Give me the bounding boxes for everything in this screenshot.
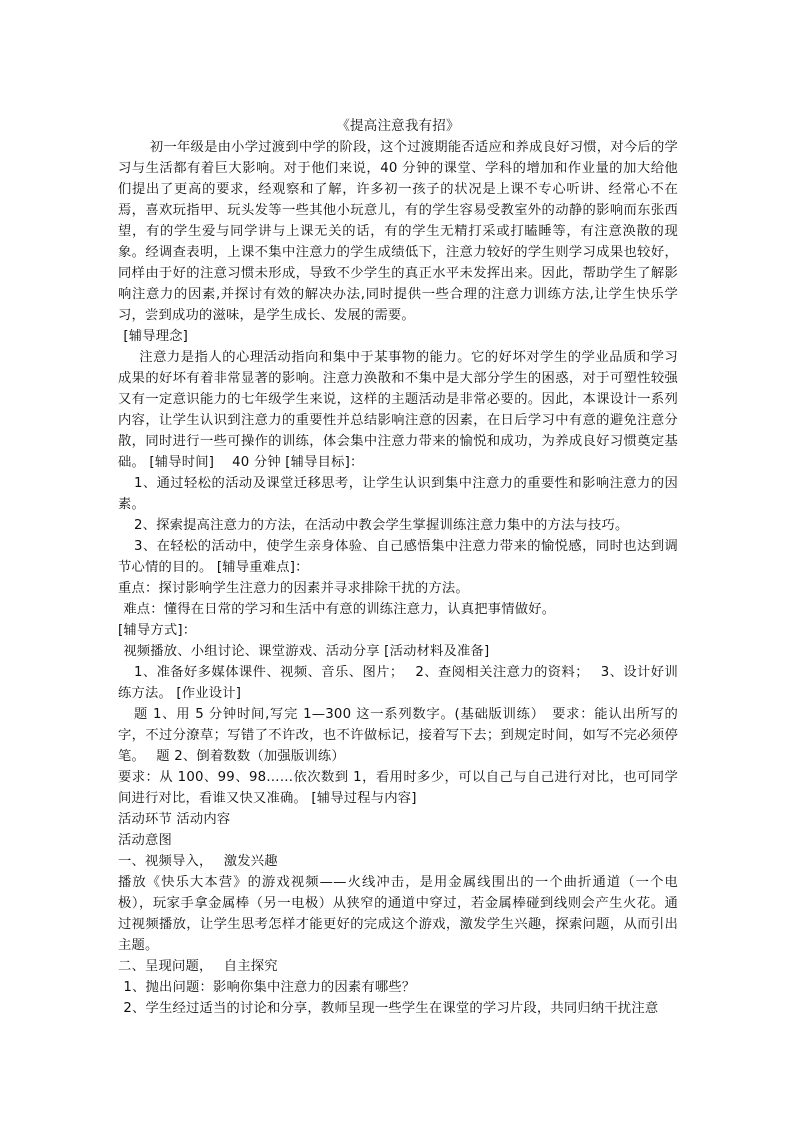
document-title: 《提高注意我有招》 xyxy=(336,118,460,134)
section-2-heading: 二、呈现问题， 自主探究 xyxy=(118,959,278,974)
section-1-paragraph: 播放《快乐大本营》的游戏视频——火线冲击，是用金属线围出的一个曲折通道（一个电极），玩家手拿金属棒（另一电极）从狭窄的通道中穿过，若金属棒碰到线则会产生火花。通过视频播放，让学生思考怎样才能更好的完成这个游戏，激发学生兴趣，探索问题，从而引出主题。 xyxy=(118,875,678,953)
goal-item-2: 2、探索提高注意力的方法，在活动中教会学生掌握训练注意力集中的方法与技巧。 xyxy=(133,518,629,533)
section-1-heading: 一、视频导入， 激发兴趣 xyxy=(118,854,278,869)
column-header-2: 活动意图 xyxy=(118,833,172,848)
key-point: 重点：探讨影响学生注意力的因素并寻求排除干扰的方法。 xyxy=(118,581,469,596)
difficulty-point: 难点：懂得在日常的学习和生活中有意的训练注意力，认真把事情做好。 xyxy=(123,602,556,617)
materials-text: 1、准备好多媒体课件、视频、音乐、图片； 2、查阅相关注意力的资料； 3、设计好训练方法。 [作业设计] xyxy=(118,665,678,701)
document-page xyxy=(118,116,678,1019)
goal-item-3: 3、在轻松的活动中，使学生亲身体验、自己感悟集中注意力带来的愉悦感，同时也达到调节心情的目的。 [辅导重难点]： xyxy=(118,539,678,575)
homework-1: 题 1、用 5 分钟时间,写完 1—300 这一系列数字。(基础版训练） 要求：能认出所写的字，不过分潦草；写错了不许改，也不许做标记，接着写下去；到规定时间，如写不完必须停笔。 题 2、倒着数数（加强版训练） xyxy=(118,707,678,764)
heading-method: [辅导方式]： xyxy=(118,623,197,638)
intro-paragraph: 初一年级是由小学过渡到中学的阶段，这个过渡期能否适应和养成良好习惯，对今后的学习与生活都有着巨大影响。对于他们来说，40 分钟的课堂、学科的增加和作业量的加大给他们提出了更高的要求，经观察和了解，许多初一孩子的状况是上课不专心听讲、经常心不在焉，喜欢玩指甲、玩头发等一些其他小玩意儿，有的学生容易受教室外的动静的影响而东张西望，有的学生爱与同学讲与上课无关的话，有的学生无精打采或打瞌睡等，有注意涣散的现象。经调查表明，上课不集中注意力的学生成绩低下，注意力较好的学生则学习成果也较好，同样由于好的注意习惯未形成，导致不少学生的真正水平未发挥出来。因此，帮助学生了解影响注意力的因素,并探讨有效的解决办法,同时提供一些合理的注意力训练方法,让学生快乐学习，尝到成功的滋味，是学生成长、发展的需要。 xyxy=(118,140,678,323)
goal-item-1: 1、通过轻松的活动及课堂迁移思考，让学生认识到集中注意力的重要性和影响注意力的因素。 xyxy=(118,476,678,512)
method-text: 视频播放、小组讨论、课堂游戏、活动分享 [活动材料及准备] xyxy=(123,644,490,659)
homework-2: 要求：从 100、99、98……依次数到 1，看用时多少，可以自己与自己进行对比，也可同学间进行对比，看谁又快又准确。 [辅导过程与内容] xyxy=(118,770,678,806)
section-2-question-1: 1、抛出问题：影响你集中注意力的因素有哪些？ xyxy=(123,980,416,995)
section-2-question-2: 2、学生经过适当的讨论和分享，教师呈现一些学生在课堂的学习片段，共同归纳干扰注意 xyxy=(123,1001,659,1016)
concept-paragraph: 注意力是指人的心理活动指向和集中于某事物的能力。它的好坏对学生的学业品质和学习成果的好坏有着非常显著的影响。注意力涣散和不集中是大部分学生的困惑，对于可塑性较强又有一定意识能力的七年级学生来说，这样的主题活动是非常必要的。因此，本课设计一系列内容，让学生认识到注意力的重要性并总结影响注意的因素，在日后学习中有意的避免注意分散，同时进行一些可操作的训练，体会集中注意力带来的愉悦和成功，为养成良好习惯奠定基础。 [辅导时间] 40 分钟 [辅导目标]： xyxy=(118,350,678,470)
heading-concept: [辅导理念] xyxy=(123,329,189,344)
column-header-1: 活动环节 活动内容 xyxy=(118,812,231,827)
